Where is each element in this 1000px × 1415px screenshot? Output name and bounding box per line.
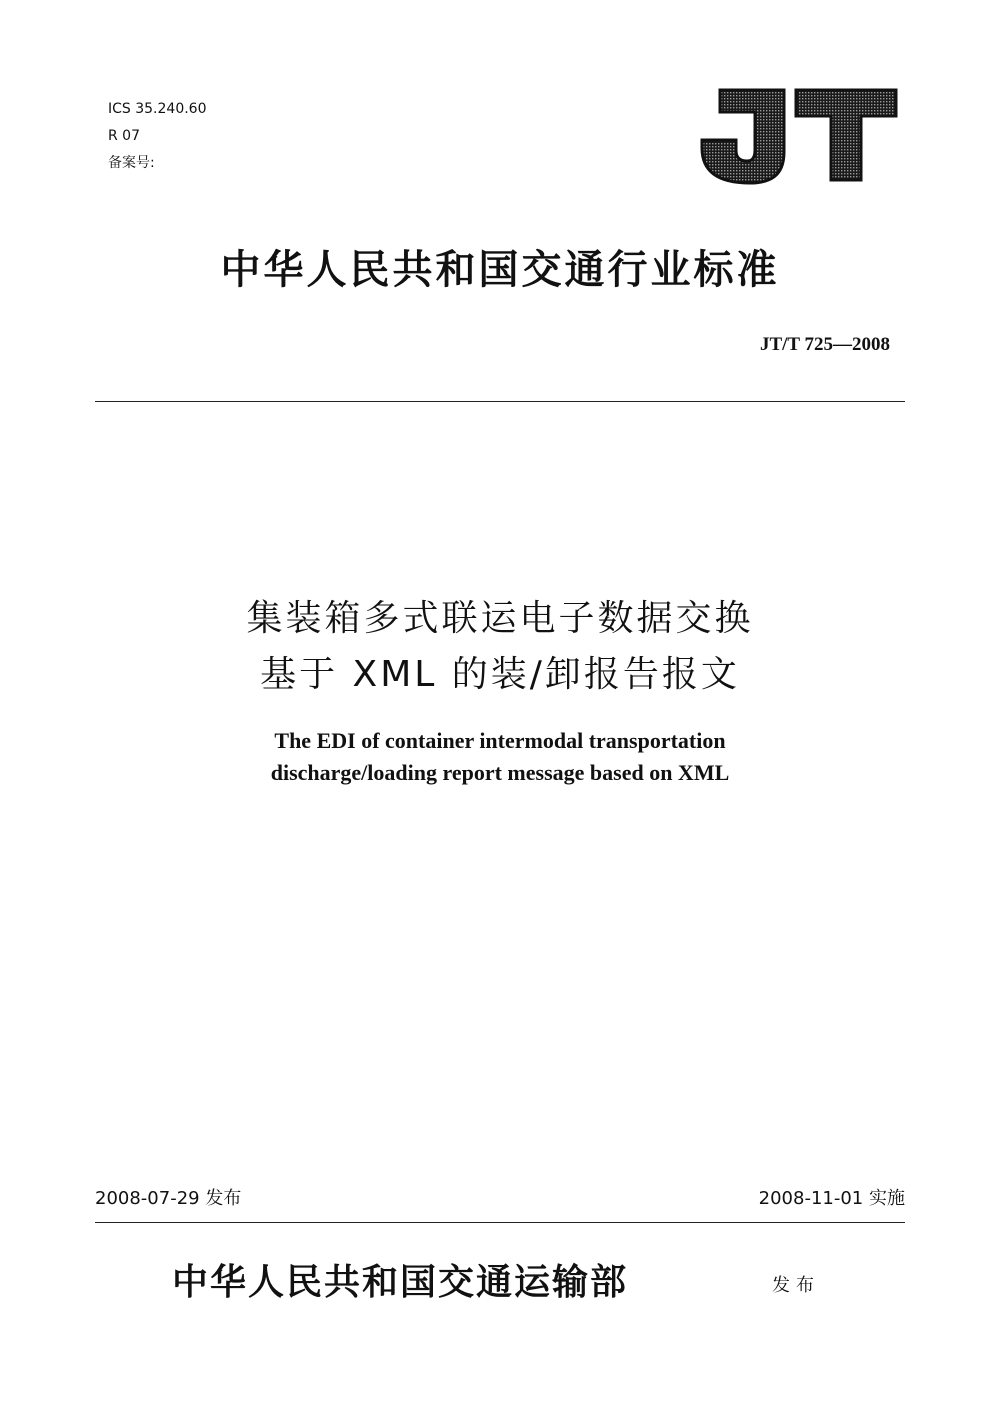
- title-cn-line1: 集装箱多式联运电子数据交换: [246, 598, 754, 639]
- standard-organization: 中华人民共和国交通行业标准: [220, 247, 780, 293]
- issue-date: 2008-07-29 发布: [95, 1188, 242, 1209]
- implementation-date: 2008-11-01 实施: [758, 1188, 905, 1209]
- header-divider: [95, 401, 905, 402]
- ics-code: ICS 35.240.60: [108, 101, 207, 117]
- publisher-name: 中华人民共和国交通运输部: [172, 1262, 629, 1303]
- classification-block: [108, 96, 207, 177]
- jt-logo: [700, 86, 900, 186]
- footer-divider: [95, 1222, 905, 1223]
- classification-code: R 07: [108, 128, 140, 144]
- standard-number: JT/T 725—2008: [759, 334, 890, 355]
- title-en-line1: The EDI of container intermodal transportation: [274, 728, 726, 753]
- title-cn-line2: 基于 XML 的装/卸报告报文: [260, 654, 740, 695]
- record-number-label: 备案号:: [108, 155, 155, 171]
- title-en-line2: discharge/loading report message based on XML: [270, 760, 730, 785]
- publish-label: 发布: [772, 1275, 820, 1296]
